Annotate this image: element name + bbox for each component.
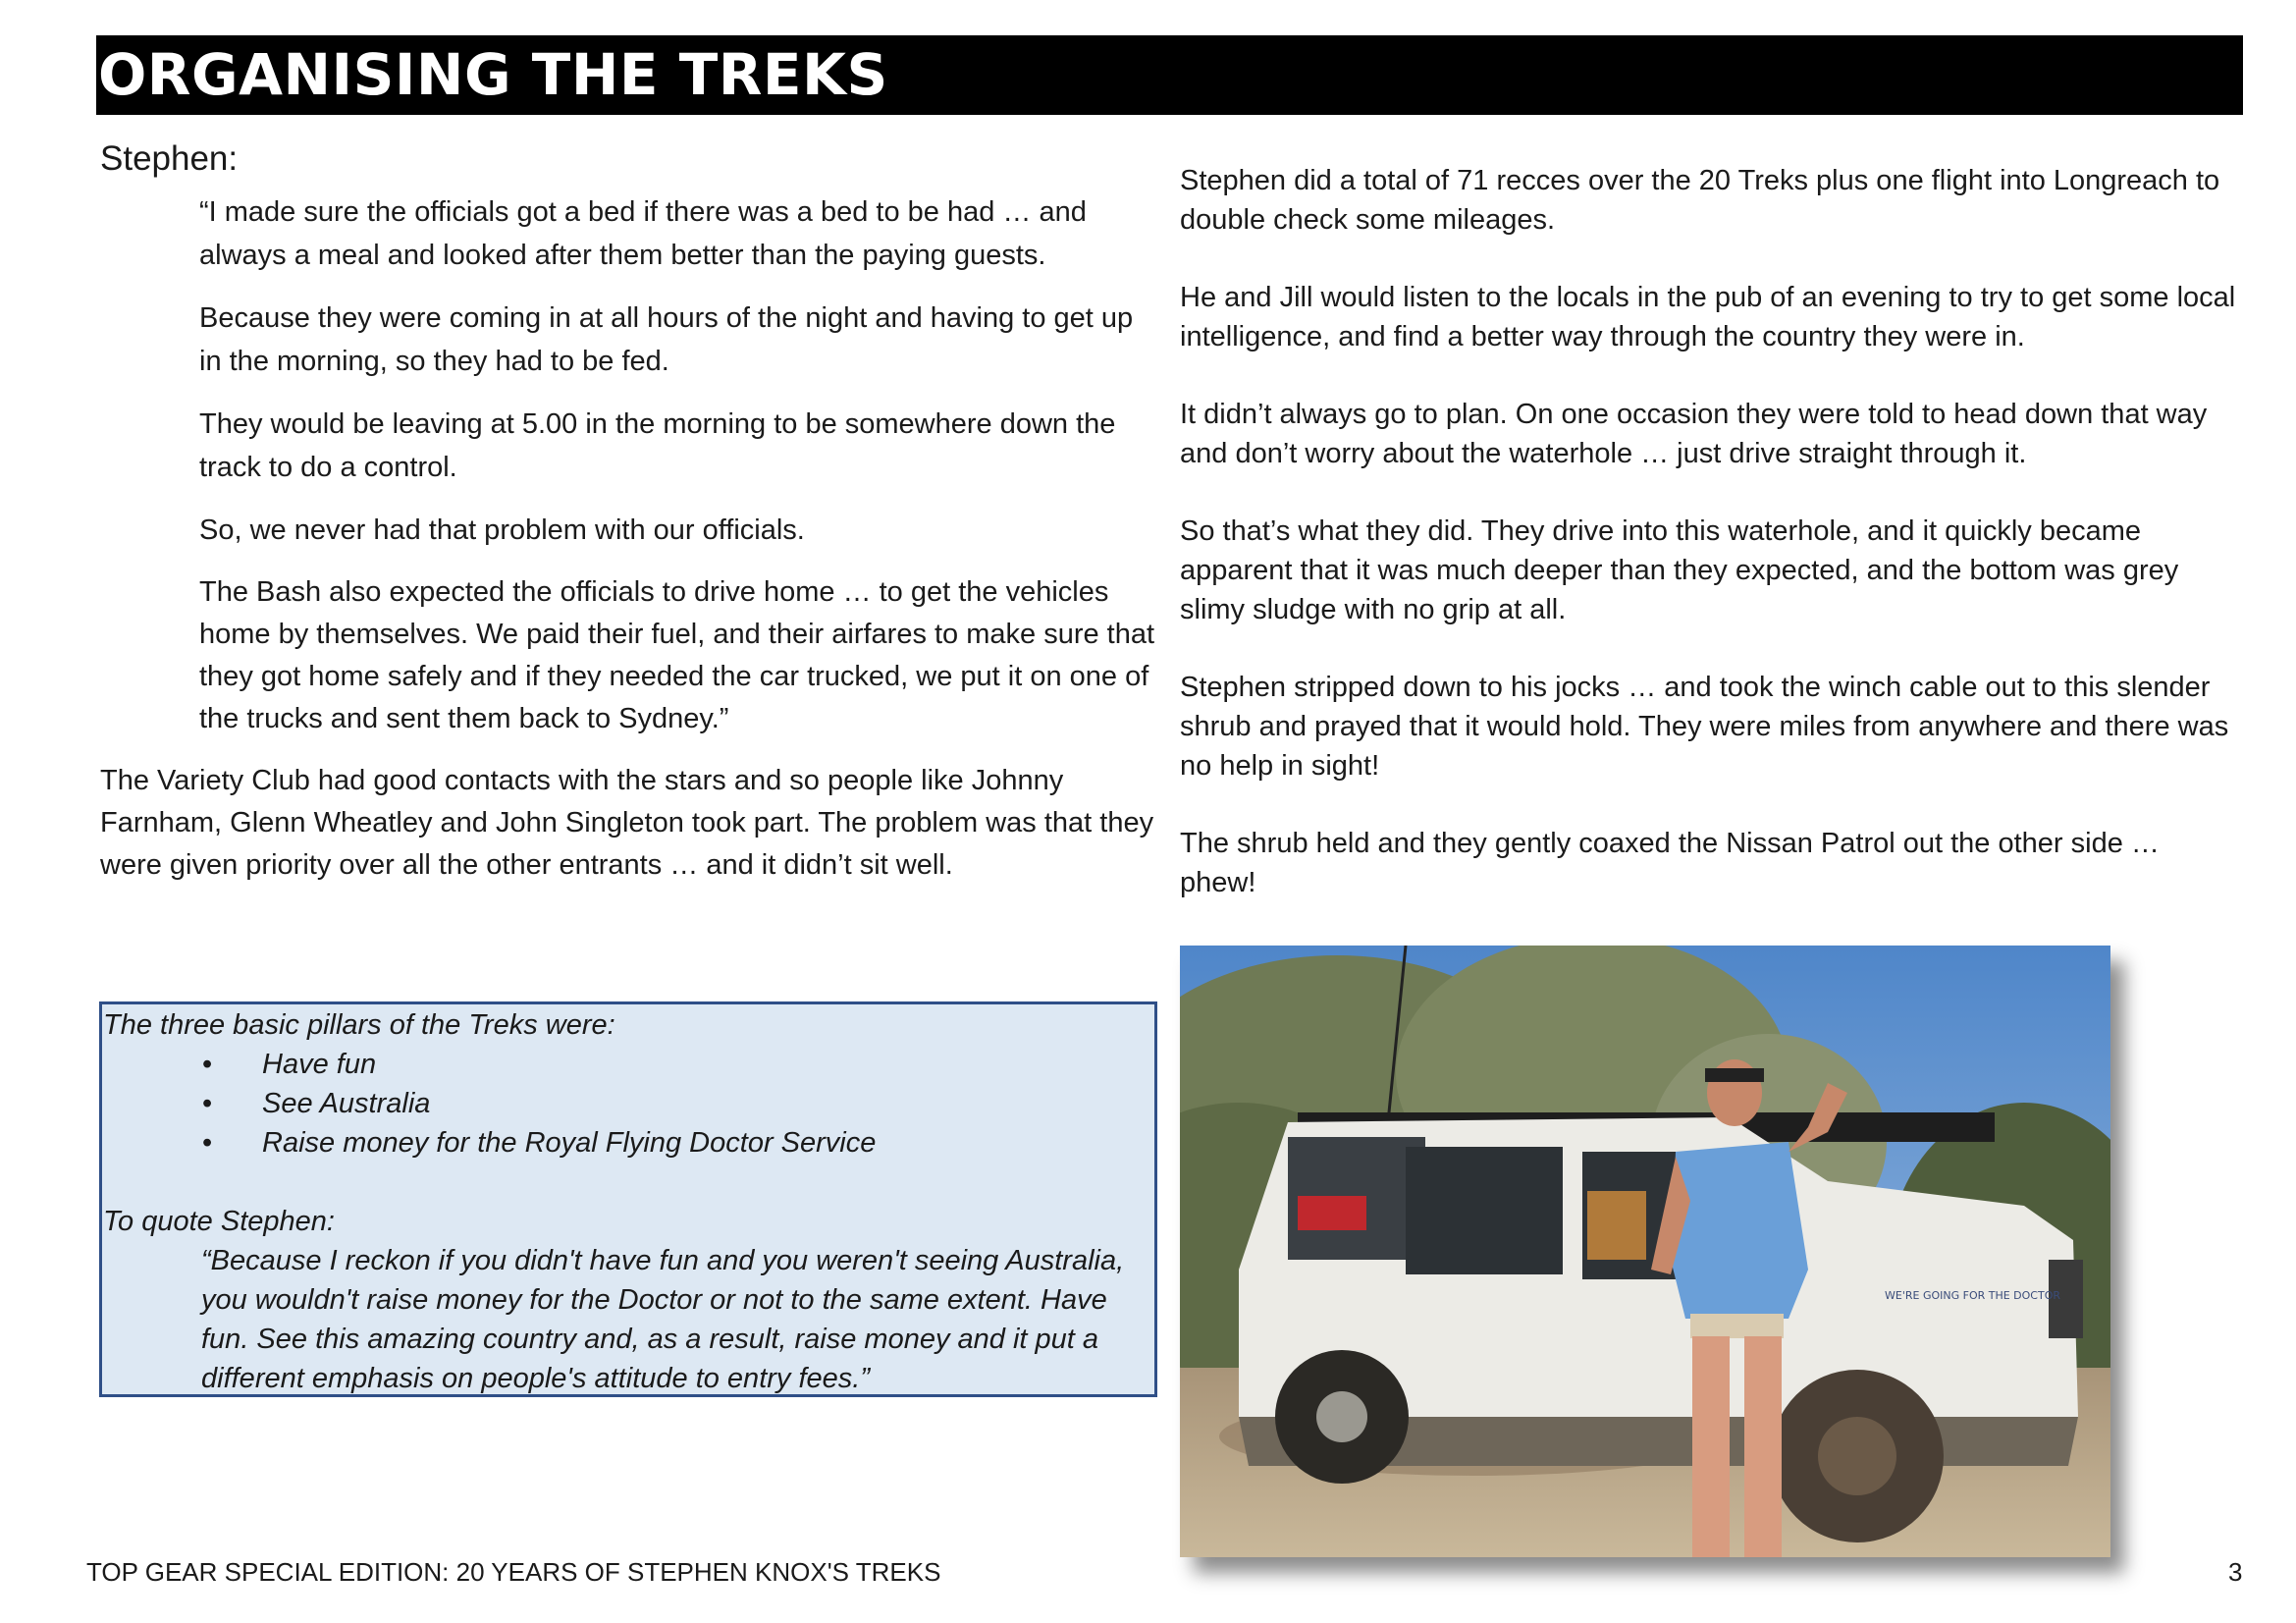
story-paragraph: He and Jill would listen to the locals in the pub of an evening to try to get some local intelligence, and find a better way through the country they were in. bbox=[1180, 282, 2236, 352]
speaker-label: Stephen: bbox=[100, 139, 239, 178]
quote-paragraph: The Bash also expected the officials to drive home … to get the vehicles home by themselves. We paid their fuel, and their airfares to make sure that they got home safely and if they needed the car trucked, we put it on one of the trucks and sent them back to Sydney.” bbox=[199, 576, 1155, 734]
bullet-icon: • bbox=[202, 1127, 213, 1159]
bullet-icon: • bbox=[202, 1088, 213, 1119]
footer-text: TOP GEAR SPECIAL EDITION: 20 YEARS OF STEPHEN KNOX'S TREKS bbox=[86, 1557, 941, 1587]
list-item bbox=[103, 1084, 1154, 1123]
list-item bbox=[103, 1123, 1154, 1163]
right-column bbox=[1180, 161, 2240, 941]
callout-quote: “Because I reckon if you didn't have fun and you weren't seeing Australia, you wouldn't raise money for the Doctor or not to the same extent. Have fun. See this amazing country and, as a result, raise money and it put a different emphasis on people's attitude to entry fees.” bbox=[201, 1245, 1125, 1394]
story-paragraph: So that’s what they did. They drive into this waterhole, and it quickly became apparent that it was much deeper than they expected, and the bottom was grey slimy sludge with no grip at all. bbox=[1180, 515, 2179, 625]
quote-paragraph: “I made sure the officials got a bed if there was a bed to be had … and always a meal and looked after them better than the paying guests. bbox=[199, 196, 1087, 271]
photo-illustration bbox=[1180, 946, 2110, 1557]
variety-club-paragraph: The Variety Club had good contacts with the stars and so people like Johnny Farnham, Glenn Wheatley and John Singleton took part. The problem was that they were given priority over all the other entrants … and it didn’t sit well. bbox=[100, 765, 1154, 881]
callout-quote-intro: To quote Stephen: bbox=[103, 1206, 335, 1237]
quote-paragraph: So, we never had that problem with our officials. bbox=[199, 514, 805, 546]
list-item bbox=[103, 1045, 1154, 1084]
story-paragraph: Stephen did a total of 71 recces over the 20 Treks plus one flight into Longreach to double check some mileages. bbox=[1180, 165, 2220, 236]
page-title: ORGANISING THE TREKS bbox=[98, 41, 888, 108]
quote-paragraph: Because they were coming in at all hours of the night and having to get up in the morning, so they had to be fed. bbox=[199, 302, 1134, 377]
left-column bbox=[100, 137, 1160, 887]
pillar-text: Have fun bbox=[262, 1049, 377, 1080]
pillar-text: See Australia bbox=[262, 1088, 431, 1119]
bullet-icon: • bbox=[202, 1049, 213, 1080]
story-paragraph: Stephen stripped down to his jocks … and took the winch cable out to this slender shrub and prayed that it would hold. They were miles from anywhere and there was no help in sight! bbox=[1180, 672, 2229, 782]
pillars-list bbox=[103, 1045, 1154, 1163]
quote-paragraph: They would be leaving at 5.00 in the morning to be somewhere down the track to do a control. bbox=[199, 408, 1116, 483]
title-bar bbox=[96, 35, 2243, 115]
door-text: WE'RE GOING FOR THE DOCTOR bbox=[1885, 1289, 2061, 1302]
story-paragraph: It didn’t always go to plan. On one occasion they were told to head down that way and don’t worry about the waterhole … just drive straight through it. bbox=[1180, 399, 2208, 469]
page-number: 3 bbox=[2228, 1557, 2243, 1587]
pillar-text: Raise money for the Royal Flying Doctor Service bbox=[262, 1127, 877, 1159]
callout-intro: The three basic pillars of the Treks were: bbox=[103, 1009, 615, 1041]
trek-photo bbox=[1180, 946, 2110, 1557]
stephen-quote bbox=[199, 190, 1160, 740]
pillars-callout bbox=[99, 1001, 1157, 1397]
story-paragraph: The shrub held and they gently coaxed the Nissan Patrol out the other side … phew! bbox=[1180, 828, 2160, 898]
